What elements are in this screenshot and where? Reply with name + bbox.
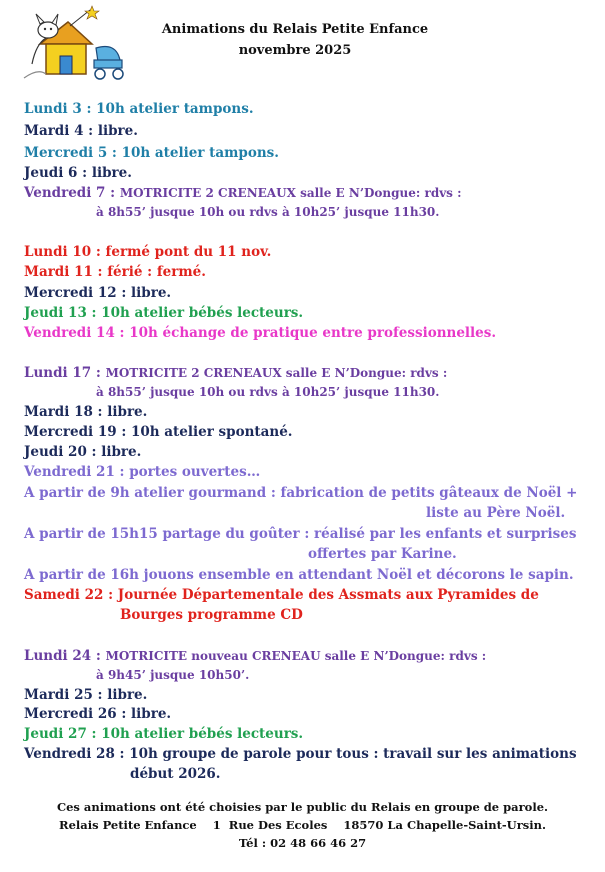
week4-thursday: Jeudi 27 : 10h atelier bébés lecteurs. [24,726,304,742]
footer-note: Ces animations ont été choisies par le public du Relais en groupe de parole. [56,800,549,814]
week3-friday-activity-1: A partir de 9h atelier gourmand : fabrication de petits gâteaux de Noël + [24,485,578,501]
week3-monday-detail: MOTRICITE 2 CRENEAUX salle E N’Dongue: rdvs : [105,366,448,380]
week2-thursday: Jeudi 13 : 10h atelier bébés lecteurs. [24,305,304,321]
footer-phone: Tél : 02 48 66 46 27 [238,836,367,850]
week1-monday: Lundi 3 : 10h atelier tampons. [24,101,254,117]
week3-monday-label: Lundi 17 : [24,365,106,381]
week3-friday-activity-2-cont: offertes par Karine. [308,546,457,562]
week4-monday [24,648,486,664]
week3-monday [24,365,447,381]
week3-wednesday: Mercredi 19 : 10h atelier spontané. [24,424,293,440]
week2-tuesday: Mardi 11 : férié : fermé. [24,264,206,280]
week1-friday-times: à 8h55’ jusque 10h ou rdvs à 10h25’ jusque 11h30. [96,205,440,219]
week1-thursday: Jeudi 6 : libre. [24,165,132,181]
week3-tuesday: Mardi 18 : libre. [24,404,148,420]
week4-monday-times: à 9h45’ jusque 10h50’. [96,668,250,682]
week3-saturday: Samedi 22 : Journée Départementale des Assmats aux Pyramides de [24,587,539,603]
week1-friday [24,185,462,201]
week4-monday-detail: MOTRICITE nouveau CRENEAU salle E N’Dongue: rdvs : [105,649,487,663]
week1-friday-label: Vendredi 7 : [24,185,120,201]
week3-thursday: Jeudi 20 : libre. [24,444,142,460]
week1-wednesday: Mercredi 5 : 10h atelier tampons. [24,145,279,161]
week4-friday-cont: début 2026. [130,766,221,782]
footer-address: Relais Petite Enfance 1 Rue Des Ecoles 18570 La Chapelle-Saint-Ursin. [59,818,546,832]
page-subtitle: novembre 2025 [238,43,352,58]
week4-wednesday: Mercredi 26 : libre. [24,706,172,722]
week3-friday-activity-2: A partir de 15h15 partage du goûter : réalisé par les enfants et surprises [24,526,577,542]
week2-monday: Lundi 10 : fermé pont du 11 nov. [24,244,272,260]
week1-tuesday: Mardi 4 : libre. [24,123,138,139]
week2-wednesday: Mercredi 12 : libre. [24,285,172,301]
page-title: Animations du Relais Petite Enfance [161,22,429,37]
week3-monday-times: à 8h55’ jusque 10h ou rdvs à 10h25’ jusque 11h30. [96,385,440,399]
week4-friday: Vendredi 28 : 10h groupe de parole pour tous : travail sur les animations [24,746,577,762]
week1-friday-detail: MOTRICITE 2 CRENEAUX salle E N’Dongue: rdvs : [119,186,462,200]
week2-friday: Vendredi 14 : 10h échange de pratique entre professionnelles. [24,325,497,341]
week3-friday-activity-3: A partir de 16h jouons ensemble en attendant Noël et décorons le sapin. [24,567,574,583]
week3-friday-activity-1-cont: liste au Père Noël. [426,505,566,521]
week3-saturday-cont: Bourges programme CD [120,607,303,623]
week3-friday: Vendredi 21 : portes ouvertes… [24,464,261,480]
logo-illustration [18,4,128,84]
week4-monday-label: Lundi 24 : [24,648,106,664]
week4-tuesday: Mardi 25 : libre. [24,687,148,703]
